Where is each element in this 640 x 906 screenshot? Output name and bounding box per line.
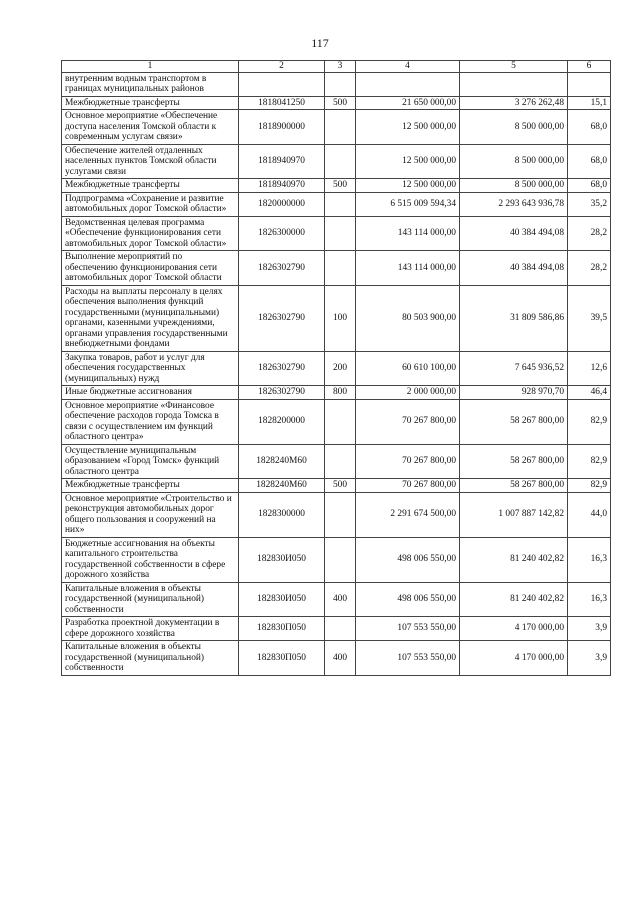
percent-cell: 68,0 — [568, 110, 611, 145]
code-cell: 1828300000 — [239, 492, 325, 537]
table-row — [62, 285, 611, 351]
row-name-cell: Основное мероприятие «Финансовое обеспечение расходов города Томска в связи с осуществлением им функций областного центра» — [62, 399, 239, 444]
type-code-cell — [325, 192, 356, 216]
actual-amount-cell: 7 645 936,52 — [460, 351, 568, 386]
actual-amount-cell: 1 007 887 142,82 — [460, 492, 568, 537]
actual-amount-cell: 4 170 000,00 — [460, 641, 568, 676]
code-cell: 1826302790 — [239, 386, 325, 400]
percent-cell: 46,4 — [568, 386, 611, 400]
planned-amount-cell: 107 553 550,00 — [356, 617, 460, 641]
type-code-cell: 400 — [325, 582, 356, 617]
type-code-cell — [325, 617, 356, 641]
actual-amount-cell: 928 970,70 — [460, 386, 568, 400]
planned-amount-cell: 12 500 000,00 — [356, 110, 460, 145]
type-code-cell — [325, 110, 356, 145]
column-header-1: 1 — [62, 61, 239, 73]
column-header-3: 3 — [325, 61, 356, 73]
row-name-cell: Капитальные вложения в объекты государственной (муниципальной) собственности — [62, 641, 239, 676]
planned-amount-cell: 70 267 800,00 — [356, 479, 460, 493]
column-header-6: 6 — [568, 61, 611, 73]
code-cell: 1828200000 — [239, 399, 325, 444]
actual-amount-cell: 31 809 586,86 — [460, 285, 568, 351]
planned-amount-cell: 21 650 000,00 — [356, 96, 460, 110]
table-row — [62, 444, 611, 479]
planned-amount-cell: 107 553 550,00 — [356, 641, 460, 676]
row-name-cell: Ведомственная целевая программа «Обеспечение функционирования сети автомобильных дорог Томской области» — [62, 216, 239, 251]
table-row — [62, 537, 611, 582]
code-cell: 1820000000 — [239, 192, 325, 216]
table-row — [62, 216, 611, 251]
planned-amount-cell: 498 006 550,00 — [356, 582, 460, 617]
type-code-cell — [325, 72, 356, 96]
type-code-cell: 500 — [325, 479, 356, 493]
code-cell: 1818940970 — [239, 144, 325, 179]
planned-amount-cell: 2 291 674 500,00 — [356, 492, 460, 537]
percent-cell: 68,0 — [568, 144, 611, 179]
planned-amount-cell: 143 114 000,00 — [356, 251, 460, 286]
row-name-cell: Расходы на выплаты персоналу в целях обеспечения выполнения функций государственными (муниципальными) органами, казенными учреждениями, органами управления государственными внебюджетными фондами — [62, 285, 239, 351]
actual-amount-cell: 8 500 000,00 — [460, 110, 568, 145]
row-name-cell: Обеспечение жителей отдаленных населенных пунктов Томской области услугами связи — [62, 144, 239, 179]
row-name-cell: Межбюджетные трансферты — [62, 96, 239, 110]
type-code-cell — [325, 444, 356, 479]
actual-amount-cell: 40 384 494,08 — [460, 216, 568, 251]
planned-amount-cell: 143 114 000,00 — [356, 216, 460, 251]
code-cell: 1826302790 — [239, 351, 325, 386]
type-code-cell: 500 — [325, 179, 356, 193]
percent-cell: 82,9 — [568, 399, 611, 444]
row-name-cell: Бюджетные ассигнования на объекты капитального строительства государственной собственности в сфере дорожного хозяйства — [62, 537, 239, 582]
table-row — [62, 110, 611, 145]
actual-amount-cell: 2 293 643 936,78 — [460, 192, 568, 216]
row-name-cell: Осуществление муниципальным образованием «Город Томск» функций областного центра — [62, 444, 239, 479]
table-row — [62, 96, 611, 110]
code-cell: 1826302790 — [239, 285, 325, 351]
row-name-cell: Основное мероприятие «Строительство и реконструкция автомобильных дорог общего пользования и сооружений на них» — [62, 492, 239, 537]
percent-cell: 28,2 — [568, 216, 611, 251]
code-cell: 182830И050 — [239, 582, 325, 617]
actual-amount-cell: 4 170 000,00 — [460, 617, 568, 641]
percent-cell: 39,5 — [568, 285, 611, 351]
type-code-cell — [325, 216, 356, 251]
percent-cell: 16,3 — [568, 582, 611, 617]
code-cell: 1826300000 — [239, 216, 325, 251]
percent-cell: 12,6 — [568, 351, 611, 386]
table-row — [62, 399, 611, 444]
type-code-cell: 100 — [325, 285, 356, 351]
planned-amount-cell: 12 500 000,00 — [356, 144, 460, 179]
type-code-cell — [325, 492, 356, 537]
table-row — [62, 492, 611, 537]
percent-cell — [568, 72, 611, 96]
table-row — [62, 72, 611, 96]
budget-table — [61, 60, 611, 676]
code-cell — [239, 72, 325, 96]
table-row — [62, 192, 611, 216]
actual-amount-cell: 58 267 800,00 — [460, 479, 568, 493]
row-name-cell: Разработка проектной документации в сфере дорожного хозяйства — [62, 617, 239, 641]
table-row — [62, 386, 611, 400]
code-cell: 1818900000 — [239, 110, 325, 145]
row-name-cell: Межбюджетные трансферты — [62, 479, 239, 493]
percent-cell: 44,0 — [568, 492, 611, 537]
percent-cell: 3,9 — [568, 617, 611, 641]
column-header-5: 5 — [460, 61, 568, 73]
percent-cell: 3,9 — [568, 641, 611, 676]
column-header-2: 2 — [239, 61, 325, 73]
row-name-cell: Капитальные вложения в объекты государственной (муниципальной) собственности — [62, 582, 239, 617]
header-row — [62, 61, 611, 73]
planned-amount-cell: 12 500 000,00 — [356, 179, 460, 193]
code-cell: 1828240М60 — [239, 479, 325, 493]
code-cell: 182830П050 — [239, 641, 325, 676]
table-row — [62, 179, 611, 193]
percent-cell: 35,2 — [568, 192, 611, 216]
table-row — [62, 582, 611, 617]
planned-amount-cell: 80 503 900,00 — [356, 285, 460, 351]
planned-amount-cell — [356, 72, 460, 96]
row-name-cell: Подпрограмма «Сохранение и развитие автомобильных дорог Томской области» — [62, 192, 239, 216]
table-row — [62, 144, 611, 179]
planned-amount-cell: 498 006 550,00 — [356, 537, 460, 582]
planned-amount-cell: 6 515 009 594,34 — [356, 192, 460, 216]
table-row — [62, 251, 611, 286]
actual-amount-cell: 3 276 262,48 — [460, 96, 568, 110]
table-row — [62, 641, 611, 676]
actual-amount-cell: 81 240 402,82 — [460, 537, 568, 582]
type-code-cell: 800 — [325, 386, 356, 400]
table-row — [62, 479, 611, 493]
row-name-cell: внутренним водным транспортом в границах муниципальных районов — [62, 72, 239, 96]
planned-amount-cell: 60 610 100,00 — [356, 351, 460, 386]
actual-amount-cell: 58 267 800,00 — [460, 399, 568, 444]
type-code-cell: 500 — [325, 96, 356, 110]
type-code-cell: 200 — [325, 351, 356, 386]
table-row — [62, 351, 611, 386]
type-code-cell — [325, 251, 356, 286]
planned-amount-cell: 2 000 000,00 — [356, 386, 460, 400]
percent-cell: 68,0 — [568, 179, 611, 193]
row-name-cell: Закупка товаров, работ и услуг для обеспечения государственных (муниципальных) нужд — [62, 351, 239, 386]
page-number: 117 — [311, 36, 329, 50]
actual-amount-cell: 81 240 402,82 — [460, 582, 568, 617]
code-cell: 1818041250 — [239, 96, 325, 110]
planned-amount-cell: 70 267 800,00 — [356, 399, 460, 444]
percent-cell: 15,1 — [568, 96, 611, 110]
planned-amount-cell: 70 267 800,00 — [356, 444, 460, 479]
percent-cell: 28,2 — [568, 251, 611, 286]
type-code-cell: 400 — [325, 641, 356, 676]
type-code-cell — [325, 537, 356, 582]
percent-cell: 16,3 — [568, 537, 611, 582]
row-name-cell: Иные бюджетные ассигнования — [62, 386, 239, 400]
column-header-4: 4 — [356, 61, 460, 73]
code-cell: 1826302790 — [239, 251, 325, 286]
row-name-cell: Основное мероприятие «Обеспечение доступа населения Томской области к современным услугам связи» — [62, 110, 239, 145]
percent-cell: 82,9 — [568, 479, 611, 493]
row-name-cell: Выполнение мероприятий по обеспечению функционирования сети автомобильных дорог Томской области — [62, 251, 239, 286]
code-cell: 182830П050 — [239, 617, 325, 641]
row-name-cell: Межбюджетные трансферты — [62, 179, 239, 193]
actual-amount-cell: 8 500 000,00 — [460, 179, 568, 193]
actual-amount-cell — [460, 72, 568, 96]
code-cell: 182830И050 — [239, 537, 325, 582]
actual-amount-cell: 58 267 800,00 — [460, 444, 568, 479]
table-row — [62, 617, 611, 641]
actual-amount-cell: 40 384 494,08 — [460, 251, 568, 286]
actual-amount-cell: 8 500 000,00 — [460, 144, 568, 179]
percent-cell: 82,9 — [568, 444, 611, 479]
code-cell: 1818940970 — [239, 179, 325, 193]
type-code-cell — [325, 144, 356, 179]
code-cell: 1828240М60 — [239, 444, 325, 479]
type-code-cell — [325, 399, 356, 444]
